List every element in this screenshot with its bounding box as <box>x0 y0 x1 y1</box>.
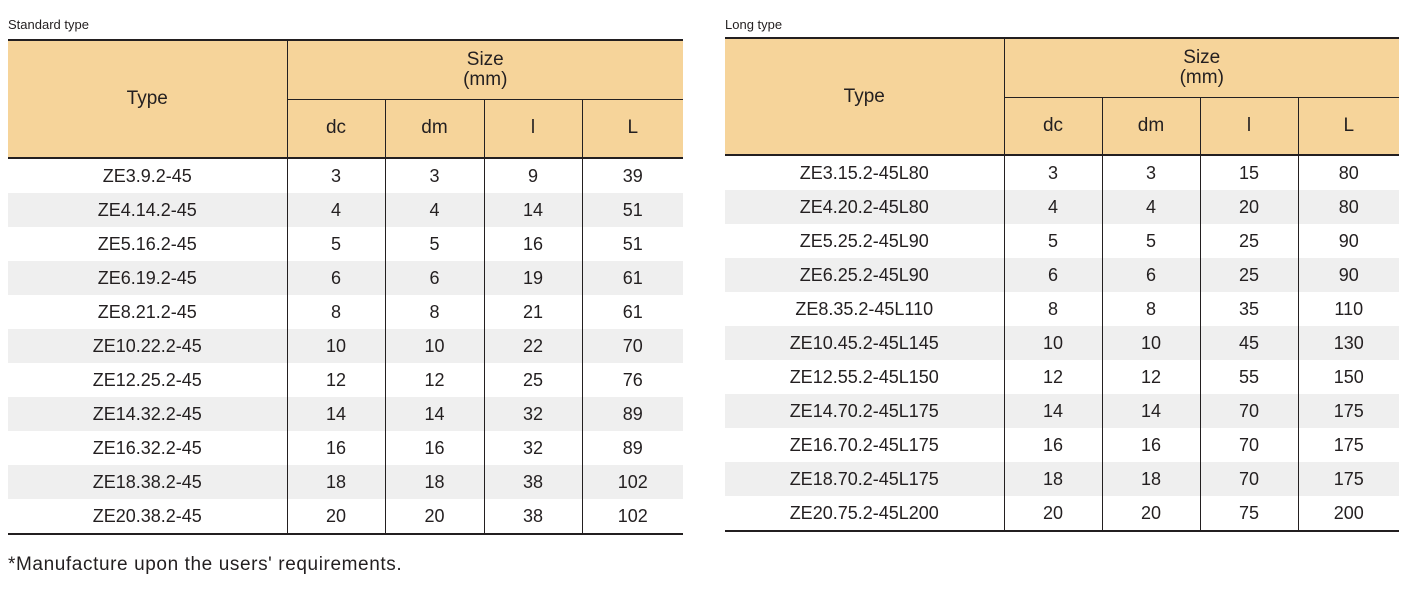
cell-dm: 20 <box>1102 496 1200 531</box>
cell-dc: 10 <box>287 329 385 363</box>
cell-dc: 12 <box>1004 360 1102 394</box>
cell-dm: 12 <box>1102 360 1200 394</box>
cell-l: 45 <box>1200 326 1298 360</box>
cell-L: 61 <box>582 261 683 295</box>
table-row <box>725 224 1399 258</box>
cell-l: 20 <box>1200 190 1298 224</box>
cell-type: ZE3.9.2-45 <box>102 165 192 186</box>
cell-type: ZE14.70.2-45L175 <box>725 394 1004 428</box>
table-row <box>725 394 1399 428</box>
cell-dc: 18 <box>1004 462 1102 496</box>
cell-type: ZE6.19.2-45 <box>8 261 287 295</box>
cell-dm: 3 <box>1102 155 1200 190</box>
cell-L: 61 <box>582 295 683 329</box>
cell-L: 175 <box>1298 428 1399 462</box>
table-row <box>8 227 683 261</box>
cell-type: ZE6.25.2-45L90 <box>725 258 1004 292</box>
cell-L: 89 <box>582 431 683 465</box>
cell-type: ZE10.45.2-45L145 <box>725 326 1004 360</box>
cell-type: ZE20.38.2-45 <box>92 505 202 526</box>
cell-type: ZE4.14.2-45 <box>8 193 287 227</box>
cell-l: 19 <box>484 261 582 295</box>
L-column-header: L <box>1298 97 1399 155</box>
cell-dm: 5 <box>385 227 484 261</box>
dc-column-header: dc <box>287 99 385 158</box>
type-column-header: Type <box>8 40 287 158</box>
cell-l: 25 <box>484 363 582 397</box>
cell-L: 175 <box>1298 394 1399 428</box>
cell-dc: 20 <box>287 499 385 534</box>
cell-dm: 10 <box>385 329 484 363</box>
cell-l: 38 <box>484 499 582 534</box>
cell-type: ZE12.55.2-45L150 <box>789 366 939 387</box>
l-column-header: l <box>484 99 582 158</box>
cell-type: ZE16.32.2-45 <box>92 437 202 458</box>
cell-dm: 12 <box>385 363 484 397</box>
cell-L: 200 <box>1298 496 1399 531</box>
cell-L: 51 <box>582 193 683 227</box>
cell-dm: 20 <box>385 499 484 534</box>
table-row <box>8 158 683 193</box>
cell-dm: 14 <box>385 397 484 431</box>
table-row <box>725 292 1399 326</box>
cell-L: 80 <box>1298 155 1399 190</box>
cell-L: 39 <box>582 158 683 193</box>
cell-dm: 5 <box>1102 224 1200 258</box>
cell-type: ZE16.70.2-45L175 <box>789 434 939 455</box>
cell-dm: 10 <box>1102 326 1200 360</box>
cell-l: 16 <box>484 227 582 261</box>
cell-L: 80 <box>1298 190 1399 224</box>
cell-L: 90 <box>1298 224 1399 258</box>
table-row <box>8 329 683 363</box>
cell-dc: 16 <box>287 431 385 465</box>
cell-L: 102 <box>582 499 683 534</box>
cell-type: ZE4.20.2-45L80 <box>725 190 1004 224</box>
table-row <box>725 258 1399 292</box>
cell-l: 22 <box>484 329 582 363</box>
cell-l: 75 <box>1200 496 1298 531</box>
table-row <box>725 326 1399 360</box>
long-type-caption: Long type <box>725 17 783 32</box>
cell-type: ZE20.75.2-45L200 <box>789 502 939 523</box>
cell-L: 70 <box>582 329 683 363</box>
table-row <box>8 295 683 329</box>
cell-L: 150 <box>1298 360 1399 394</box>
cell-type: ZE5.16.2-45 <box>97 233 197 254</box>
size-header-label: Size <box>466 48 504 70</box>
type-column-header: Type <box>725 38 1004 155</box>
cell-type: ZE10.22.2-45 <box>8 329 287 363</box>
cell-dc: 3 <box>287 158 385 193</box>
table-row <box>725 496 1399 531</box>
cell-L: 90 <box>1298 258 1399 292</box>
standard-table-body <box>8 158 683 534</box>
size-unit-label: (mm) <box>1179 66 1224 88</box>
table-row <box>8 465 683 499</box>
cell-L: 89 <box>582 397 683 431</box>
cell-dm: 16 <box>385 431 484 465</box>
cell-l: 15 <box>1200 155 1298 190</box>
cell-l: 70 <box>1200 428 1298 462</box>
cell-dc: 6 <box>1004 258 1102 292</box>
size-unit-label: (mm) <box>463 68 508 90</box>
table-row <box>725 428 1399 462</box>
cell-l: 32 <box>484 397 582 431</box>
cell-dm: 3 <box>385 158 484 193</box>
L-column-header: L <box>582 99 683 158</box>
cell-dc: 8 <box>1004 292 1102 326</box>
cell-dm: 6 <box>385 261 484 295</box>
table-row <box>8 397 683 431</box>
cell-l: 9 <box>484 158 582 193</box>
cell-type: ZE5.25.2-45L90 <box>799 230 929 251</box>
cell-dm: 6 <box>1102 258 1200 292</box>
cell-L: 51 <box>582 227 683 261</box>
table-row <box>725 360 1399 394</box>
cell-dc: 10 <box>1004 326 1102 360</box>
cell-dc: 20 <box>1004 496 1102 531</box>
cell-dm: 8 <box>1102 292 1200 326</box>
l-column-header: l <box>1200 97 1298 155</box>
cell-dm: 16 <box>1102 428 1200 462</box>
cell-dc: 18 <box>287 465 385 499</box>
cell-dc: 16 <box>1004 428 1102 462</box>
table-row <box>725 190 1399 224</box>
cell-type: ZE12.25.2-45 <box>92 369 202 390</box>
cell-dm: 18 <box>385 465 484 499</box>
cell-type: ZE14.32.2-45 <box>8 397 287 431</box>
cell-l: 21 <box>484 295 582 329</box>
cell-l: 38 <box>484 465 582 499</box>
table-row <box>8 193 683 227</box>
cell-l: 25 <box>1200 224 1298 258</box>
cell-type: ZE8.35.2-45L110 <box>795 298 934 319</box>
cell-type: ZE8.21.2-45 <box>97 301 197 322</box>
size-header-label: Size <box>1183 46 1221 68</box>
table-row <box>8 363 683 397</box>
cell-L: 76 <box>582 363 683 397</box>
cell-l: 32 <box>484 431 582 465</box>
cell-dc: 4 <box>1004 190 1102 224</box>
cell-dc: 14 <box>287 397 385 431</box>
cell-dc: 5 <box>1004 224 1102 258</box>
cell-l: 14 <box>484 193 582 227</box>
cell-dm: 4 <box>385 193 484 227</box>
cell-dm: 18 <box>1102 462 1200 496</box>
cell-dm: 14 <box>1102 394 1200 428</box>
cell-type: ZE18.70.2-45L175 <box>725 462 1004 496</box>
cell-dm: 4 <box>1102 190 1200 224</box>
cell-type: ZE3.15.2-45L80 <box>799 162 929 183</box>
dm-column-header: dm <box>1102 97 1200 155</box>
dc-column-header: dc <box>1004 97 1102 155</box>
table-row <box>725 155 1399 190</box>
long-table-body <box>725 155 1399 531</box>
cell-type: ZE18.38.2-45 <box>8 465 287 499</box>
cell-dc: 12 <box>287 363 385 397</box>
cell-l: 70 <box>1200 394 1298 428</box>
long-type-table <box>725 37 1399 532</box>
cell-dc: 4 <box>287 193 385 227</box>
cell-l: 55 <box>1200 360 1298 394</box>
cell-l: 70 <box>1200 462 1298 496</box>
cell-dc: 5 <box>287 227 385 261</box>
size-group-header <box>1004 38 1399 97</box>
cell-dc: 3 <box>1004 155 1102 190</box>
cell-dm: 8 <box>385 295 484 329</box>
cell-L: 175 <box>1298 462 1399 496</box>
table-row <box>8 261 683 295</box>
cell-L: 130 <box>1298 326 1399 360</box>
dm-column-header: dm <box>385 99 484 158</box>
cell-dc: 14 <box>1004 394 1102 428</box>
standard-type-table <box>8 39 683 535</box>
table-row <box>725 462 1399 496</box>
size-group-header <box>287 40 683 99</box>
footnote: *Manufacture upon the users' requirements. <box>8 554 403 575</box>
cell-dc: 6 <box>287 261 385 295</box>
cell-l: 25 <box>1200 258 1298 292</box>
cell-dc: 8 <box>287 295 385 329</box>
cell-l: 35 <box>1200 292 1298 326</box>
table-row <box>8 499 683 534</box>
cell-L: 110 <box>1298 292 1399 326</box>
standard-type-caption: Standard type <box>8 17 89 32</box>
table-row <box>8 431 683 465</box>
cell-L: 102 <box>582 465 683 499</box>
